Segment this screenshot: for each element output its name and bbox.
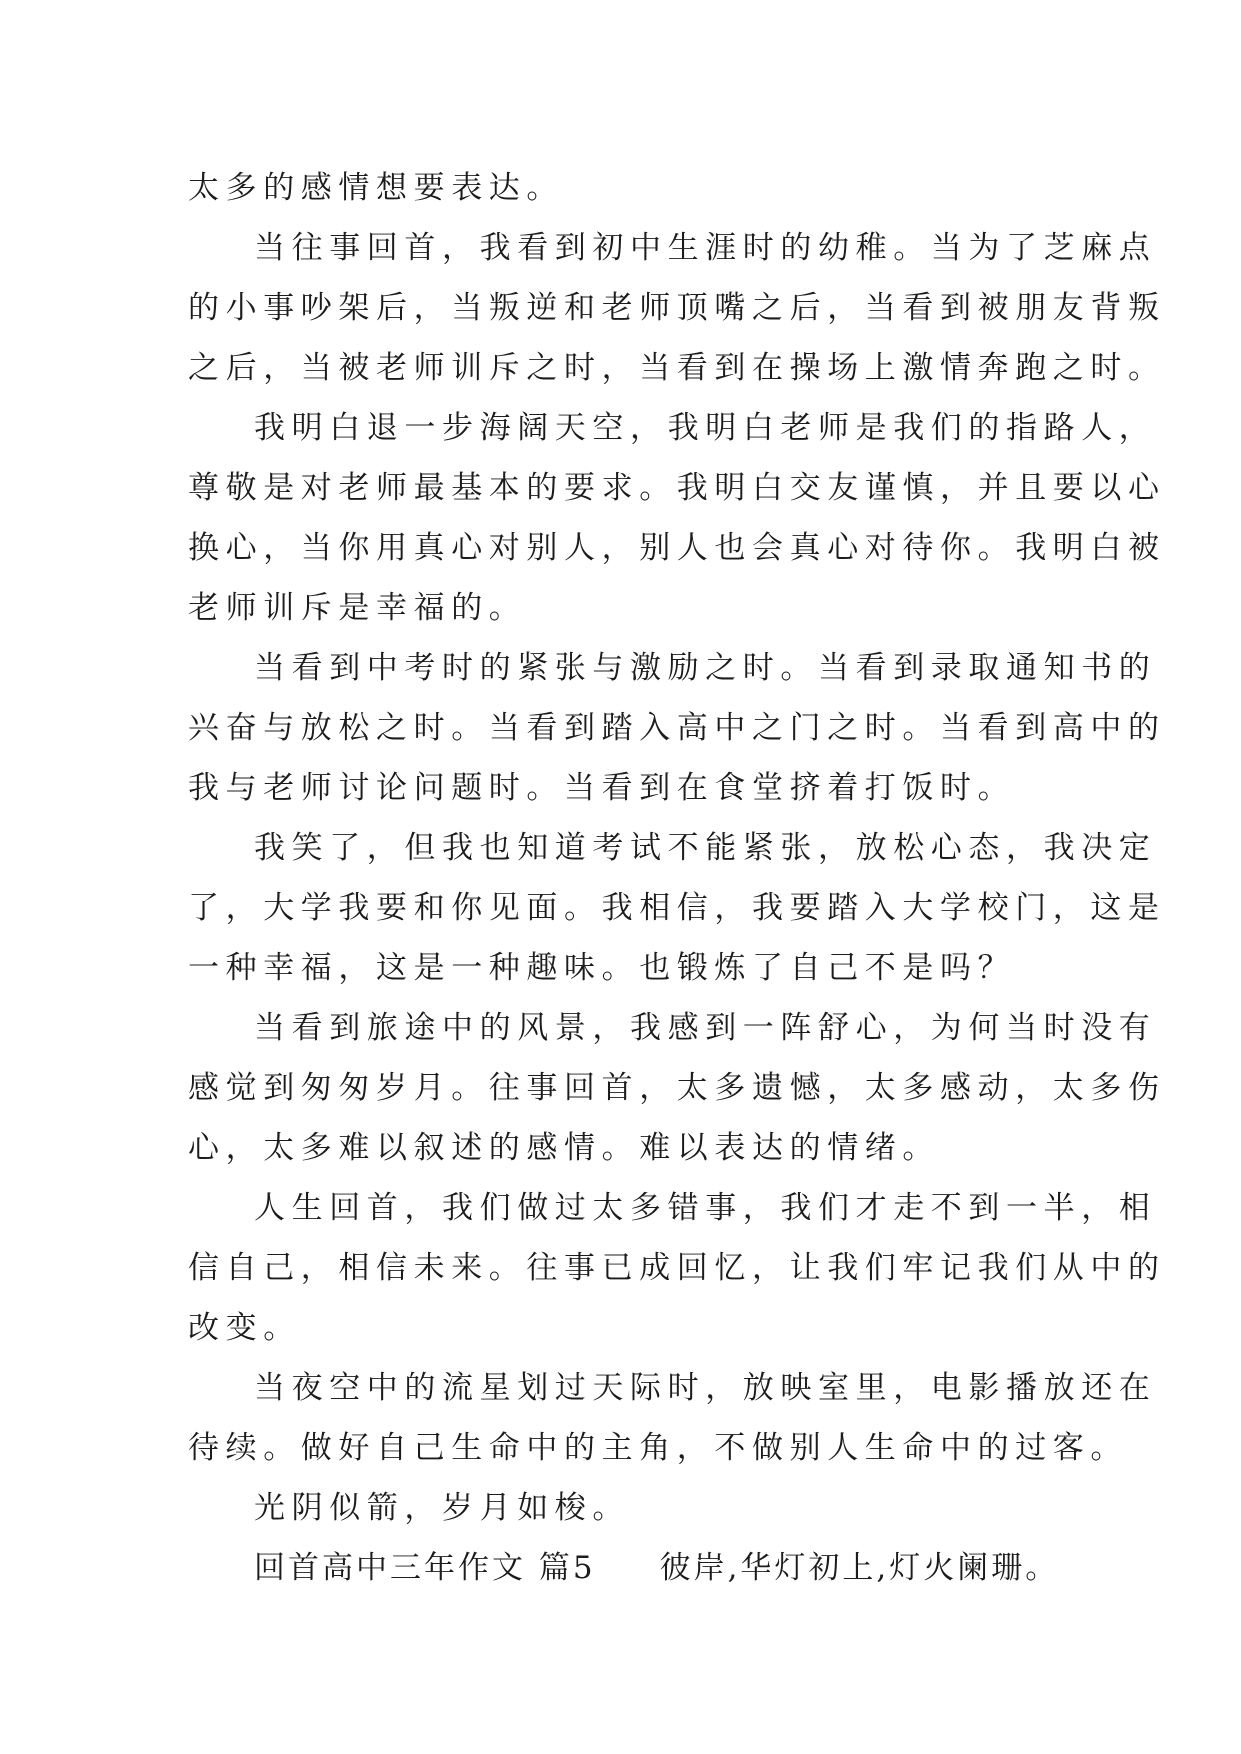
text-line: 待续。做好自己生命中的主角，不做别人生命中的过客。 <box>188 1430 1128 1466</box>
paragraph-start-line: 当夜空中的流星划过天际时，放映室里，电影播放还在 <box>254 1370 1157 1406</box>
paragraph-start-line: 我笑了，但我也知道考试不能紧张，放松心态，我决定 <box>254 830 1157 866</box>
text-line: 的小事吵架后，当叛逆和老师顶嘴之后，当看到被朋友背叛 <box>188 290 1166 326</box>
text-line: 兴奋与放松之时。当看到踏入高中之门之时。当看到高中的 <box>188 710 1166 746</box>
text-line: 尊敬是对老师最基本的要求。我明白交友谨慎，并且要以心 <box>188 470 1166 506</box>
paragraph-start-line: 人生回首，我们做过太多错事，我们才走不到一半，相 <box>254 1190 1157 1226</box>
paragraph-start-line: 当看到中考时的紧张与激励之时。当看到录取通知书的 <box>254 650 1157 686</box>
text-line: 感觉到匆匆岁月。往事回首，太多遗憾，太多感动，太多伤 <box>188 1070 1166 1106</box>
paragraph-start-line: 当往事回首，我看到初中生涯时的幼稚。当为了芝麻点 <box>254 230 1157 266</box>
paragraph-start-line: 光阴似箭，岁月如梭。 <box>254 1490 630 1526</box>
paragraph-start-line: 当看到旅途中的风景，我感到一阵舒心，为何当时没有 <box>254 1010 1157 1046</box>
text-line: 心，太多难以叙述的感情。难以表达的情绪。 <box>188 1130 940 1166</box>
section-heading-line <box>188 1538 1058 1598</box>
text-line: 信自己，相信未来。往事已成回忆，让我们牢记我们从中的 <box>188 1250 1166 1286</box>
text-line: 了，大学我要和你见面。我相信，我要踏入大学校门，这是 <box>188 890 1166 926</box>
text-line: 老师训斥是幸福的。 <box>188 590 527 626</box>
text-line: 改变。 <box>188 1310 301 1346</box>
text-line: 我与老师讨论问题时。当看到在食堂挤着打饭时。 <box>188 770 1016 806</box>
text-line: 太多的感情想要表达。 <box>188 170 564 206</box>
section-heading-text: 彼岸,华灯初上,灯火阑珊。 <box>659 1550 1060 1586</box>
text-line: 一种幸福，这是一种趣味。也锻炼了自己不是吗？ <box>188 950 1016 986</box>
section-heading-title: 回首高中三年作文 篇5 <box>254 1550 596 1586</box>
paragraph-start-line: 我明白退一步海阔天空，我明白老师是我们的指路人， <box>254 410 1157 446</box>
document-body <box>188 158 1166 1598</box>
text-line: 之后，当被老师训斥之时，当看到在操场上激情奔跑之时。 <box>188 350 1166 386</box>
text-line: 换心，当你用真心对别人，别人也会真心对待你。我明白被 <box>188 530 1166 566</box>
